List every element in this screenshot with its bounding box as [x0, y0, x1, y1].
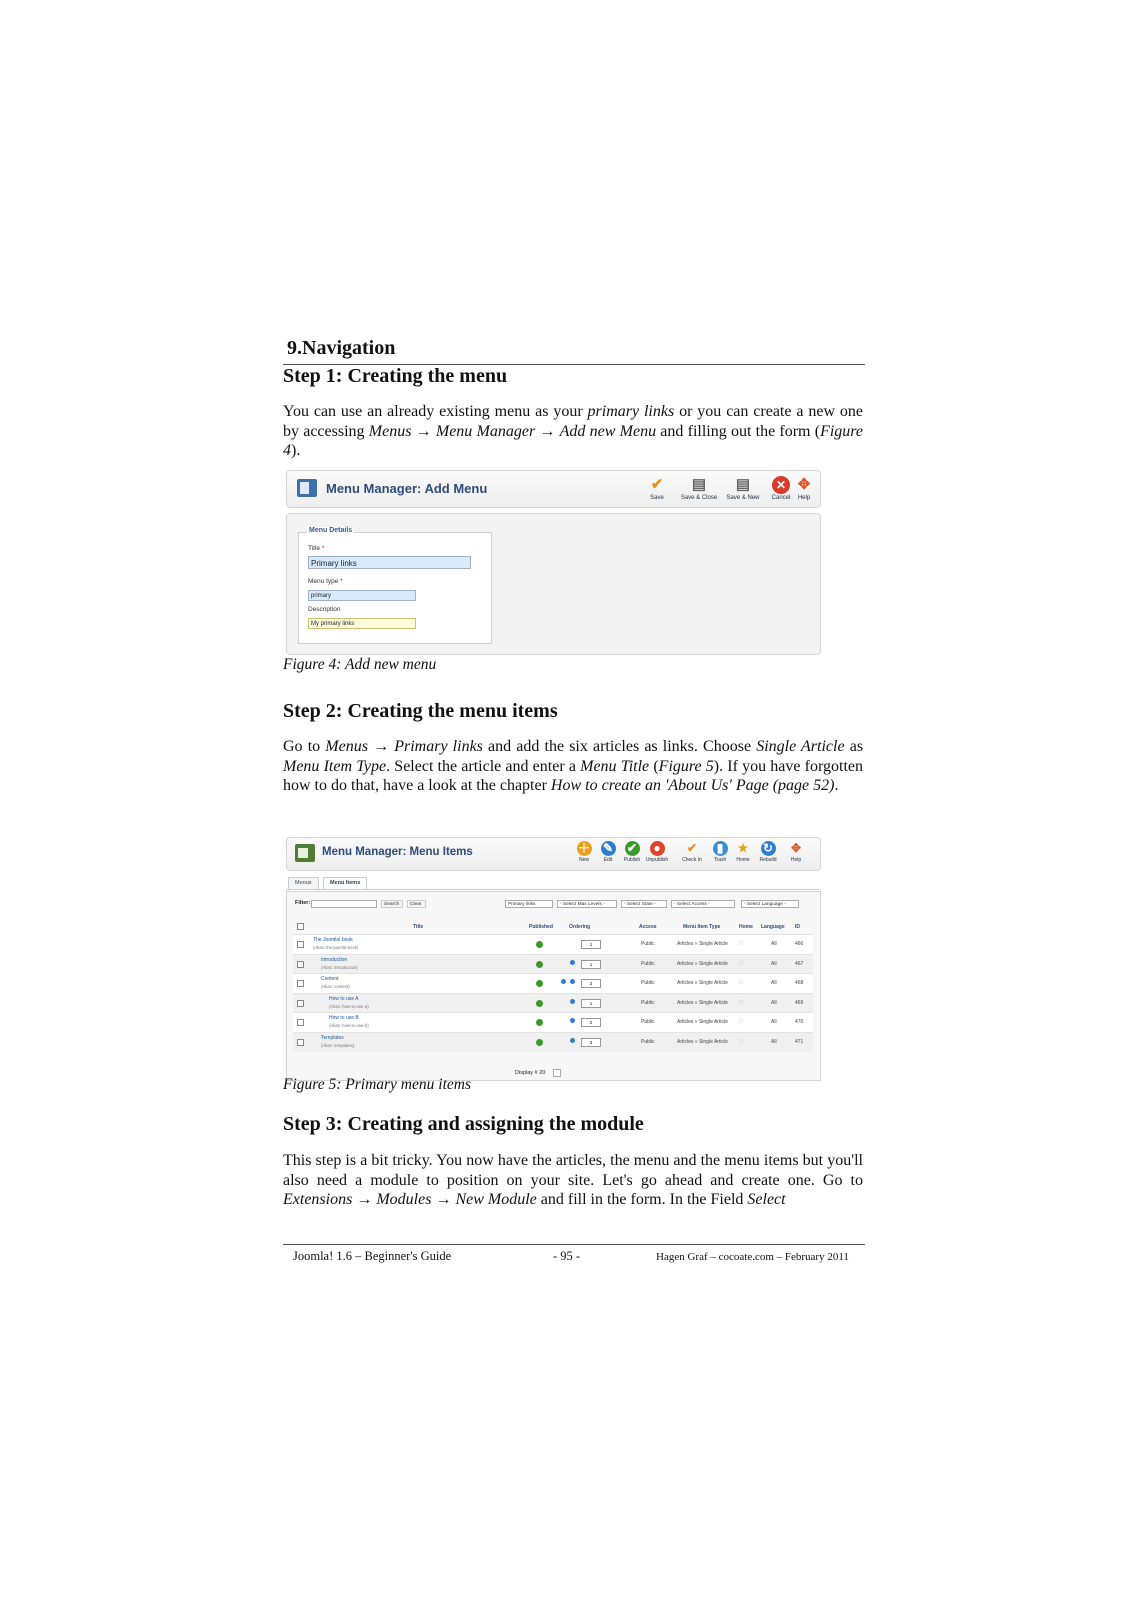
help-button[interactable] — [789, 474, 819, 501]
menu-item-type-value: Articles » Single Article — [677, 960, 728, 967]
filter-input[interactable] — [311, 900, 377, 908]
home-star-icon[interactable]: ☆ — [738, 959, 745, 967]
rebuild-button[interactable] — [753, 839, 783, 863]
toolbar-label: Trash — [713, 857, 727, 863]
menu-items-icon — [295, 844, 315, 862]
help-button[interactable] — [781, 839, 811, 863]
row-checkbox[interactable] — [297, 1000, 304, 1007]
language-select[interactable]: - Select Language - — [741, 900, 799, 908]
order-down-icon[interactable] — [570, 999, 575, 1004]
cancel-label: Cancel — [771, 495, 791, 501]
save-label: Save — [650, 495, 664, 501]
help-icon: ✥ — [797, 476, 811, 493]
ordering-input[interactable]: 1 — [581, 960, 601, 969]
save-new-label: Save & New — [726, 495, 760, 501]
access-value: Public — [641, 1038, 655, 1045]
select-all-checkbox[interactable] — [297, 923, 304, 930]
title-label: Title * — [308, 545, 325, 552]
screen-title: Menu Manager: Add Menu — [326, 481, 488, 496]
save-new-icon: ▤ — [735, 476, 751, 493]
item-alias: (Alias: templates) — [321, 1042, 355, 1048]
order-down-icon[interactable] — [570, 1038, 575, 1043]
id-value: 471 — [795, 1038, 804, 1045]
fieldset-legend: Menu Details — [309, 527, 353, 534]
id-value: 468 — [795, 980, 804, 986]
access-value: Public — [641, 999, 655, 1006]
home-star-icon[interactable]: ☆ — [738, 1018, 745, 1025]
language-value: All — [771, 980, 777, 986]
figure-menu-items-screenshot — [286, 837, 821, 1080]
col-access[interactable]: Access — [639, 924, 657, 930]
rebuild-icon: ↻ — [761, 841, 776, 856]
step2-paragraph: Go to Menus → Primary links and add the six articles as links. Choose Single Article as Menu Item Type. Select the article and enter a Menu Title (Figure 5). If you have forgotten how to do that, have a look at the chapter How to create an 'About Us' Page (page 52). — [283, 738, 864, 794]
menu-item-type-value: Articles » Single Article — [677, 999, 728, 1006]
step1-paragraph: You can use an already existing menu as your primary links or you can create a new one by accessing Menus → Menu Manager → Add new Menu and filling out the form (Figure 4). — [283, 403, 864, 459]
home-star-icon[interactable]: ☆ — [738, 998, 745, 1006]
toolbar-label: Home — [736, 857, 750, 863]
published-icon[interactable] — [536, 941, 543, 948]
access-value: Public — [641, 980, 655, 986]
col-id[interactable]: ID — [795, 924, 800, 930]
id-value: 470 — [795, 1019, 804, 1025]
language-value: All — [771, 941, 777, 947]
id-value: 469 — [795, 999, 804, 1006]
table-row — [293, 934, 813, 954]
toolbar-label: New — [578, 857, 589, 863]
step2-heading: Step 2: Creating the menu items — [283, 700, 558, 722]
row-checkbox[interactable] — [297, 961, 304, 968]
toolbar-header — [286, 837, 821, 871]
item-title-link[interactable]: How to use A — [329, 995, 359, 1002]
access-value: Public — [641, 960, 655, 967]
item-title-link[interactable]: Templates — [321, 1034, 344, 1041]
item-title-link[interactable]: Introduction — [321, 956, 348, 963]
col-language[interactable]: Language — [761, 924, 785, 930]
toolbar-label: Check In — [682, 857, 702, 863]
step3-paragraph: This step is a bit tricky. You now have the articles, the menu and the menu items but you'll also need a module to position on your site. Let's go ahead and create one. Go to Extensions → Modules → New Module and fill in the form. In the Field Select — [283, 1152, 863, 1208]
ordering-input[interactable]: 3 — [581, 1038, 601, 1047]
toolbar-header — [286, 470, 821, 508]
language-value: All — [771, 999, 777, 1006]
unpublish-button[interactable] — [642, 839, 672, 863]
item-alias: (Alias: the-joomla-book) — [313, 945, 359, 950]
toolbar-label: Publish — [623, 857, 641, 863]
toolbar-label: Help — [790, 857, 802, 863]
checkmark-icon: ✔ — [650, 476, 664, 493]
published-icon[interactable] — [536, 1019, 543, 1026]
screen-title: Menu Manager: Menu Items — [322, 846, 473, 858]
access-value: Public — [641, 941, 655, 947]
menu-manager-icon — [297, 479, 317, 497]
item-alias: (Alias: content) — [321, 984, 350, 989]
form-panel — [286, 513, 821, 655]
order-down-icon[interactable] — [570, 960, 575, 965]
save-close-button[interactable] — [677, 474, 721, 501]
figure5-caption: Figure 5: Primary menu items — [283, 1076, 471, 1093]
menu-type-label: Menu type * — [308, 578, 343, 585]
state-select[interactable]: - Select State - — [621, 900, 667, 908]
display-limit-select[interactable] — [553, 1069, 561, 1077]
access-value: Public — [641, 1019, 655, 1025]
col-home[interactable]: Home — [739, 924, 753, 930]
published-icon[interactable] — [536, 1039, 543, 1046]
items-panel — [286, 891, 821, 1081]
display-limit-label: Display # 20 — [515, 1070, 546, 1076]
search-button[interactable]: Search — [381, 900, 403, 908]
trash-icon: ▮ — [713, 841, 728, 856]
edit-icon: ✎ — [601, 841, 616, 856]
table-row — [293, 1032, 813, 1052]
table-row — [293, 954, 813, 974]
row-checkbox[interactable] — [297, 941, 304, 948]
new-icon: ＋ — [577, 841, 590, 855]
item-title-link[interactable]: Content — [321, 976, 339, 982]
ordering-input[interactable]: 1 — [581, 999, 601, 1008]
ordering-input[interactable]: 2 — [581, 979, 601, 988]
order-down-icon[interactable] — [570, 979, 575, 984]
description-input[interactable]: My primary links — [308, 618, 416, 629]
step1-heading: Step 1: Creating the menu — [283, 365, 508, 387]
menu-details-fieldset — [298, 527, 492, 644]
figure4-caption: Figure 4: Add new menu — [283, 656, 437, 673]
max-levels-select[interactable]: - Select Max Levels - — [557, 900, 617, 908]
language-value: All — [771, 1019, 777, 1025]
access-select[interactable]: - Select Access - — [671, 900, 735, 908]
unpublish-icon: ● — [650, 841, 665, 856]
item-title-link[interactable]: How to use B — [329, 1015, 359, 1021]
table-row — [293, 1012, 813, 1032]
published-icon[interactable] — [536, 980, 543, 987]
row-checkbox[interactable] — [297, 1019, 304, 1026]
save-icon: ▤ — [691, 476, 707, 493]
language-value: All — [771, 1038, 777, 1045]
filter-label: Filter: — [295, 900, 311, 906]
footer-right: Hagen Graf – cocoate.com – February 2011 — [656, 1251, 849, 1263]
id-value: 467 — [795, 960, 804, 967]
table-row — [293, 973, 813, 993]
description-label: Description — [308, 606, 341, 613]
figure-add-menu-screenshot — [286, 470, 821, 655]
order-down-icon[interactable] — [570, 1018, 575, 1023]
tab-menus[interactable]: Menus — [288, 877, 319, 889]
published-icon[interactable] — [536, 961, 543, 968]
ordering-input[interactable]: 1 — [581, 940, 601, 949]
home-star-icon[interactable]: ☆ — [738, 1037, 745, 1045]
home-icon: ★ — [737, 841, 749, 855]
footer-page-number: - 95 - — [553, 1249, 581, 1263]
title-input[interactable]: Primary links — [308, 556, 471, 569]
id-value: 466 — [795, 941, 804, 947]
row-checkbox[interactable] — [297, 1039, 304, 1046]
item-alias: (Alias: how-to-use-a) — [329, 1003, 369, 1009]
item-alias: (Alias: introduction) — [321, 964, 358, 970]
footer-left: Joomla! 1.6 – Beginner's Guide — [293, 1249, 452, 1263]
item-title-link[interactable]: The Joomla! book — [313, 937, 353, 943]
menu-select[interactable]: Primary links — [505, 900, 553, 908]
col-published[interactable]: Published — [529, 924, 553, 930]
menu-type-input[interactable]: primary — [308, 590, 416, 601]
language-value: All — [771, 960, 777, 967]
menu-item-type-value: Articles » Single Article — [677, 1019, 728, 1025]
item-alias: (Alias: how-to-use-b) — [329, 1023, 369, 1028]
toolbar-label: Rebuild — [759, 857, 777, 863]
check-in-icon: ✔ — [686, 841, 698, 855]
cancel-icon: ✕ — [772, 476, 790, 494]
published-icon[interactable] — [536, 1000, 543, 1007]
col-ordering[interactable]: Ordering — [569, 924, 591, 930]
help-label: Help — [797, 495, 811, 501]
menu-item-type-value: Articles » Single Article — [677, 1038, 728, 1045]
tab-menu-items[interactable]: Menu Items — [323, 877, 367, 889]
table-row — [293, 993, 813, 1013]
clear-button[interactable]: Clear — [407, 900, 426, 908]
home-star-icon[interactable]: ☆ — [738, 940, 745, 947]
check-in-button[interactable] — [677, 839, 707, 863]
chapter-title: 9.Navigation — [287, 337, 396, 359]
col-title[interactable]: Title — [413, 924, 424, 930]
menu-item-type-value: Articles » Single Article — [677, 941, 728, 947]
help-icon: ✥ — [790, 841, 802, 855]
order-up-icon[interactable] — [561, 979, 566, 984]
home-star-icon[interactable]: ☆ — [738, 979, 745, 986]
toolbar-label: Unpublish — [645, 857, 669, 863]
publish-icon: ✔ — [625, 841, 640, 856]
toolbar-label: Edit — [603, 857, 613, 863]
col-menu-item-type[interactable]: Menu Item Type — [683, 924, 721, 930]
save-close-label: Save & Close — [680, 495, 718, 501]
ordering-input[interactable]: 2 — [581, 1018, 601, 1027]
submenu-tabs — [286, 875, 819, 890]
step3-heading: Step 3: Creating and assigning the module — [283, 1113, 644, 1135]
save-button[interactable] — [635, 474, 679, 501]
footer-rule — [283, 1244, 865, 1245]
menu-item-type-value: Articles » Single Article — [677, 980, 728, 986]
row-checkbox[interactable] — [297, 980, 304, 987]
